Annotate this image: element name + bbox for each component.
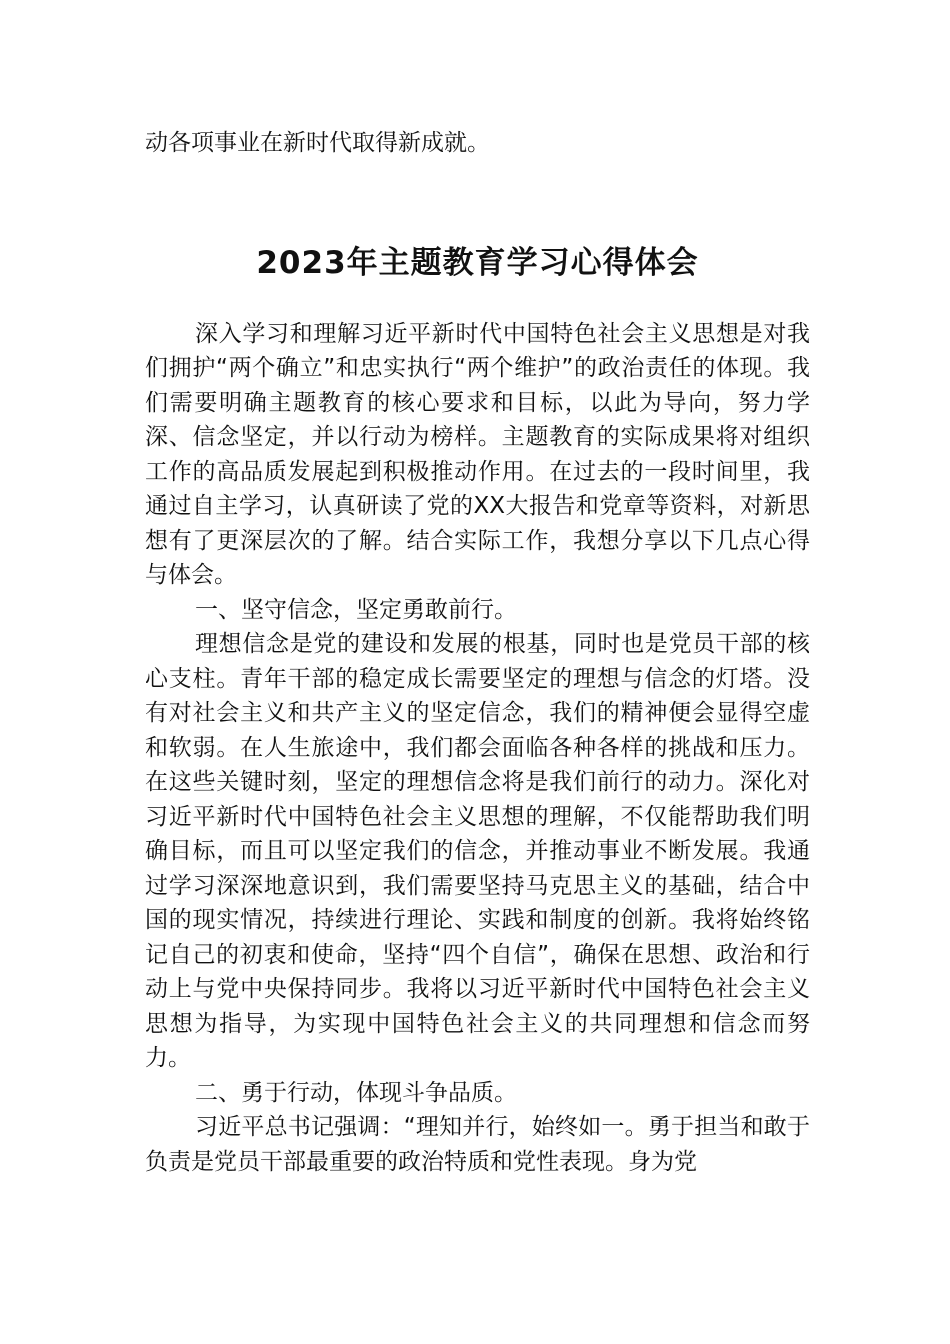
intro-paragraph: 深入学习和理解习近平新时代中国特色社会主义思想是对我们拥护“两个确立”和忠实执行“两个维护”的政治责任的体现。我们需要明确主题教育的核心要求和目标，以此为导向，努力学深、信念坚定，并以行动为榜样。主题教育的实际成果将对组织工作的高品质发展起到积极推动作用。在过去的一段时间里，我通过自主学习，认真研读了党的XX大报告和党章等资料，对新思想有了更深层次的了解。结合实际工作，我想分享以下几点心得与体会。 bbox=[145, 320, 810, 588]
section-1-paragraph: 理想信念是党的建设和发展的根基，同时也是党员干部的核心支柱。青年干部的稳定成长需要坚定的理想与信念的灯塔。没有对社会主义和共产主义的坚定信念，我们的精神便会显得空虚和软弱。在人生旅途中，我们都会面临各种各样的挑战和压力。在这些关键时刻，坚定的理想信念将是我们前行的动力。深化对习近平新时代中国特色社会主义思想的理解，不仅能帮助我们明确目标，而且可以坚定我们的信念，并推动事业不断发展。我通过学习深深地意识到，我们需要坚持马克思主义的基础，结合中国的现实情况，持续进行理论、实践和制度的创新。我将始终铭记自己的初衷和使命，坚持“四个自信”，确保在思想、政治和行动上与党中央保持同步。我将以习近平新时代中国特色社会主义思想为指导，为实现中国特色社会主义的共同理想和信念而努力。 bbox=[145, 631, 810, 1071]
section-heading-2: 二、勇于行动，体现斗争品质。 bbox=[195, 1079, 517, 1106]
document-body bbox=[145, 126, 810, 1179]
document-title: 2023年主题教育学习心得体会 bbox=[256, 244, 699, 281]
carryover-text: 动各项事业在新时代取得新成就。 bbox=[145, 130, 490, 156]
section-2-paragraph: 习近平总书记强调：“理知并行，始终如一。勇于担当和敢于负责是党员干部最重要的政治特质和党性表现。身为党 bbox=[145, 1114, 810, 1175]
section-heading-1: 一、坚守信念，坚定勇敢前行。 bbox=[195, 596, 517, 623]
